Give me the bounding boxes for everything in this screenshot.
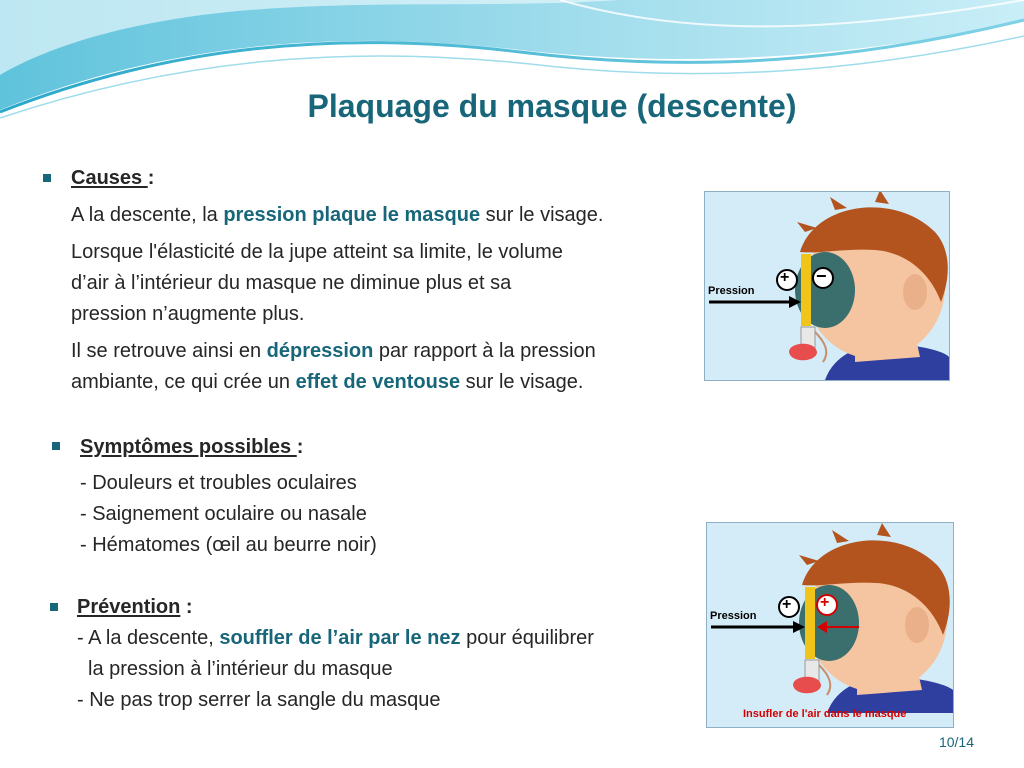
- causes-para2-line3: pression n’augmente plus.: [71, 303, 305, 325]
- prevention-line3: - Ne pas trop serrer la sangle du masque: [77, 689, 441, 711]
- prevention-line1-text: - A la descente,: [77, 627, 220, 649]
- symptoms-section: [80, 432, 660, 561]
- causes-line1-text: A la descente, la: [71, 204, 224, 226]
- page-number: 10/14: [938, 734, 974, 750]
- causes-para2-line2: d’air à l’intérieur du masque ne diminue plus et sa: [71, 272, 512, 294]
- causes-line1-end: sur le visage.: [480, 204, 604, 226]
- causes-para2-line1: Lorsque l'élasticité de la jupe atteint sa limite, le volume: [71, 241, 563, 263]
- bullet-icon: [50, 603, 58, 611]
- bullet-icon: [43, 174, 51, 182]
- page-title: Plaquage du masque (descente): [307, 88, 797, 124]
- symptoms-heading: Symptômes possibles: [80, 436, 297, 458]
- list-item: - Saignement oculaire ou nasale: [80, 503, 367, 525]
- pressure-arrow-label: Pression: [708, 285, 755, 297]
- causes-para3-line2-end: sur le visage.: [460, 371, 584, 393]
- list-item: - Hématomes (œil au beurre noir): [80, 534, 377, 556]
- prevention-line1-highlight: souffler de l’air par le nez: [219, 627, 461, 649]
- prevention-heading: Prévention: [77, 596, 181, 618]
- bullet-icon: [52, 442, 60, 450]
- prevention-line2: la pression à l’intérieur du masque: [88, 658, 393, 680]
- prevention-line1: [77, 623, 697, 654]
- minus-icon: −: [816, 266, 827, 286]
- causes-line1: [71, 200, 691, 231]
- mask-equalize-illustration: [706, 522, 954, 728]
- figure-caption: Insufler de l'air dans le masque: [743, 708, 907, 720]
- causes-para3-line2-text: ambiante, ce qui crée un: [71, 371, 296, 393]
- causes-para3-line2: [71, 367, 691, 398]
- symptoms-colon: :: [296, 436, 304, 458]
- causes-colon: :: [147, 167, 155, 189]
- prevention-heading-line: [77, 592, 697, 623]
- prevention-section: [77, 592, 697, 716]
- mask-equalize-drawing: [707, 523, 953, 727]
- pressure-arrow-label: Pression: [710, 610, 757, 622]
- causes-para3-line1: [71, 336, 691, 367]
- plus-icon: +: [780, 269, 790, 286]
- causes-para3-text: Il se retrouve ainsi en: [71, 340, 267, 362]
- prevention-colon: :: [180, 596, 193, 618]
- causes-heading-line: [71, 163, 691, 194]
- causes-para3-mid: par rapport à la pression: [373, 340, 596, 362]
- prevention-line1-end: pour équilibrer: [460, 627, 594, 649]
- list-item: - Douleurs et troubles oculaires: [80, 472, 357, 494]
- plus-icon: +: [782, 596, 792, 613]
- causes-para3-highlight2: effet de ventouse: [295, 371, 461, 393]
- causes-section: [71, 163, 691, 398]
- causes-heading: Causes: [71, 167, 148, 189]
- symptoms-heading-line: [80, 432, 660, 463]
- causes-line1-highlight: pression plaque le masque: [223, 204, 481, 226]
- mask-squeeze-illustration: [704, 191, 950, 381]
- plus-icon: +: [820, 594, 830, 611]
- causes-para3-highlight: dépression: [266, 340, 374, 362]
